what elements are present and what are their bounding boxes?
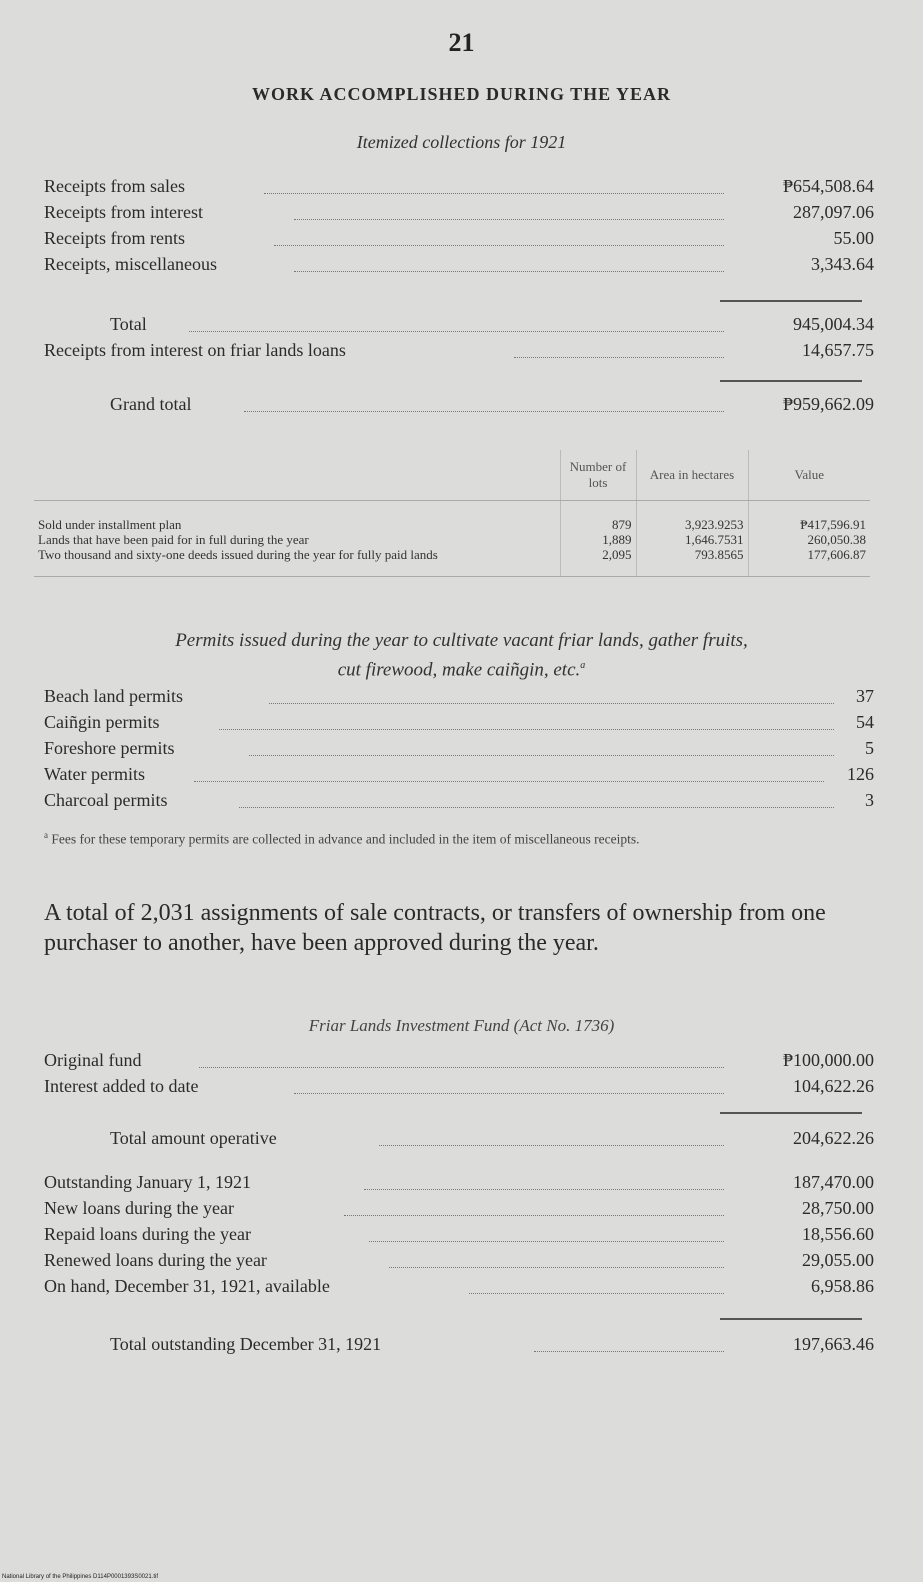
assignments-paragraph: A total of 2,031 assignments of sale contracts, or transfers of ownership from one purchaser to another, have been approved during the year.	[44, 900, 826, 956]
dot-leader	[514, 357, 724, 358]
table-cell: ₱417,596.91	[748, 501, 870, 533]
ledger-value: ₱654,508.64	[782, 176, 874, 196]
grand-total-rule	[720, 380, 862, 382]
fund-operative	[44, 1128, 874, 1154]
permits-ledger	[44, 686, 874, 816]
ledger-value: 37	[856, 686, 874, 706]
ledger-value: 28,750.00	[802, 1198, 874, 1218]
page-number: 21	[448, 28, 475, 57]
table-row	[34, 532, 870, 547]
lots-table	[34, 450, 870, 577]
page-heading: WORK ACCOMPLISHED DURING THE YEAR	[251, 84, 672, 104]
ledger-label: Interest added to date	[44, 1076, 199, 1096]
dot-leader	[534, 1351, 724, 1352]
table-cell: 1,646.7531	[636, 532, 748, 547]
fund-total-rule	[720, 1318, 862, 1320]
table-header: Number of lots	[560, 450, 636, 501]
table-cell-desc: Two thousand and sixty-one deeds issued during the year for fully paid lands	[34, 547, 560, 577]
dot-leader	[219, 729, 834, 730]
table-header-row	[34, 450, 870, 501]
dot-leader	[264, 193, 724, 194]
fund-total-outstanding	[44, 1334, 874, 1360]
ledger-row-total	[44, 314, 874, 340]
ledger-value: 187,470.00	[793, 1172, 874, 1192]
ledger-value: 54	[856, 712, 874, 732]
table-cell: 2,095	[560, 547, 636, 577]
ledger-label: Receipts from interest on friar lands loans	[44, 340, 346, 360]
dot-leader	[239, 807, 834, 808]
dot-leader	[369, 1241, 724, 1242]
ledger-row-total	[44, 1334, 874, 1360]
permits-heading-line1: Permits issued during the year to cultivate vacant friar lands, gather fruits,	[175, 630, 748, 651]
ledger-row-total	[44, 1128, 874, 1154]
ledger-row	[44, 738, 874, 764]
ledger-label: Charcoal permits	[44, 790, 168, 810]
ledger-label: Original fund	[44, 1050, 142, 1070]
fund-ledger	[44, 1050, 874, 1102]
ledger-value: ₱100,000.00	[782, 1050, 874, 1070]
dot-leader	[269, 703, 834, 704]
ledger-row	[44, 1076, 874, 1102]
grand-total-value: ₱959,662.09	[782, 394, 874, 414]
ledger-value: 6,958.86	[811, 1276, 874, 1296]
ledger-label: On hand, December 31, 1921, available	[44, 1276, 330, 1296]
ledger-row	[44, 1198, 874, 1224]
table-cell: 793.8565	[636, 547, 748, 577]
ledger-row	[44, 790, 874, 816]
ledger-row	[44, 176, 874, 202]
ledger-row-grand-total	[44, 394, 874, 420]
permits-heading	[0, 628, 923, 682]
table-cell: 260,050.38	[748, 532, 870, 547]
dot-leader	[244, 411, 724, 412]
total-value: 945,004.34	[793, 314, 874, 334]
table-cell-desc: Sold under installment plan	[38, 517, 182, 532]
table-cell: 1,889	[560, 532, 636, 547]
ledger-label: Receipts from interest	[44, 202, 203, 222]
permits-footnote	[44, 826, 874, 849]
dot-leader	[274, 245, 724, 246]
ledger-row	[44, 712, 874, 738]
ledger-label: New loans during the year	[44, 1198, 234, 1218]
dot-leader	[294, 1093, 724, 1094]
ledger-value: 126	[847, 764, 874, 784]
ledger-label: Water permits	[44, 764, 146, 784]
ledger-row	[44, 340, 874, 366]
ledger-value: 5	[865, 738, 874, 758]
footnote-text: Fees for these temporary permits are collected in advance and included in the item of miscellaneous receipts.	[51, 831, 640, 847]
total-operative-value: 204,622.26	[793, 1128, 874, 1148]
ledger-value: 104,622.26	[793, 1076, 874, 1096]
ledger-label: Renewed loans during the year	[44, 1250, 267, 1270]
ledger-label: Foreshore permits	[44, 738, 175, 758]
ledger-row	[44, 1250, 874, 1276]
collections-totals	[44, 314, 874, 366]
dot-leader	[469, 1293, 724, 1294]
dot-leader	[199, 1067, 724, 1068]
fund-movements	[44, 1172, 874, 1302]
table-cell: 879	[560, 501, 636, 533]
total-rule	[720, 300, 862, 302]
dot-leader	[194, 781, 824, 782]
ledger-row	[44, 228, 874, 254]
table-cell: 3,923.9253	[636, 501, 748, 533]
ledger-value: 29,055.00	[802, 1250, 874, 1270]
dot-leader	[389, 1267, 724, 1268]
total-operative-label: Total amount operative	[110, 1128, 277, 1148]
ledger-value: 14,657.75	[802, 340, 874, 360]
ledger-label: Receipts from rents	[44, 228, 185, 248]
total-label: Total	[110, 314, 147, 334]
dot-leader	[379, 1145, 724, 1146]
ledger-row	[44, 1276, 874, 1302]
ledger-row	[44, 1172, 874, 1198]
ledger-label: Repaid loans during the year	[44, 1224, 251, 1244]
fund-title: Friar Lands Investment Fund (Act No. 1736)	[308, 1016, 615, 1035]
dot-leader	[364, 1189, 724, 1190]
footnote-marker: a	[44, 830, 48, 840]
ledger-label: Receipts, miscellaneous	[44, 254, 217, 274]
dot-leader	[294, 271, 724, 272]
dot-leader	[344, 1215, 724, 1216]
ledger-value: 287,097.06	[793, 202, 874, 222]
ledger-label: Outstanding January 1, 1921	[44, 1172, 251, 1192]
collections-subtitle: Itemized collections for 1921	[356, 132, 567, 152]
collections-ledger	[44, 176, 874, 280]
ledger-value: 55.00	[833, 228, 874, 248]
total-outstanding-label: Total outstanding December 31, 1921	[110, 1334, 382, 1354]
ledger-row	[44, 764, 874, 790]
dot-leader	[249, 755, 834, 756]
ledger-label: Caiñgin permits	[44, 712, 160, 732]
ledger-value: 18,556.60	[802, 1224, 874, 1244]
total-outstanding-value: 197,663.46	[793, 1334, 874, 1354]
ledger-row	[44, 1224, 874, 1250]
ledger-row	[44, 254, 874, 280]
grand-total-block	[44, 394, 874, 420]
ledger-value: 3,343.64	[811, 254, 874, 274]
ledger-row	[44, 202, 874, 228]
ledger-row	[44, 1050, 874, 1076]
table-row	[34, 547, 870, 577]
dot-leader	[189, 331, 724, 332]
table-header: Area in hectares	[636, 450, 748, 501]
ledger-row	[44, 686, 874, 712]
dot-leader	[294, 219, 724, 220]
fund-rule	[720, 1112, 862, 1114]
scan-footer: National Library of the Philippines D114P0001393S0021.tif	[2, 1574, 158, 1580]
table-header-blank	[34, 450, 560, 501]
table-row	[34, 501, 870, 533]
permits-heading-line2-wrap	[0, 653, 923, 682]
table-cell: 177,606.87	[748, 547, 870, 577]
ledger-value: 3	[865, 790, 874, 810]
table-cell-desc: Lands that have been paid for in full during the year	[38, 532, 309, 547]
ledger-label: Receipts from sales	[44, 176, 185, 196]
ledger-label: Beach land permits	[44, 686, 183, 706]
grand-total-label: Grand total	[110, 394, 192, 414]
permits-heading-line2: cut firewood, make caiñgin, etc.	[337, 659, 581, 681]
footnote-marker: a	[580, 660, 586, 671]
table-header: Value	[748, 450, 870, 501]
